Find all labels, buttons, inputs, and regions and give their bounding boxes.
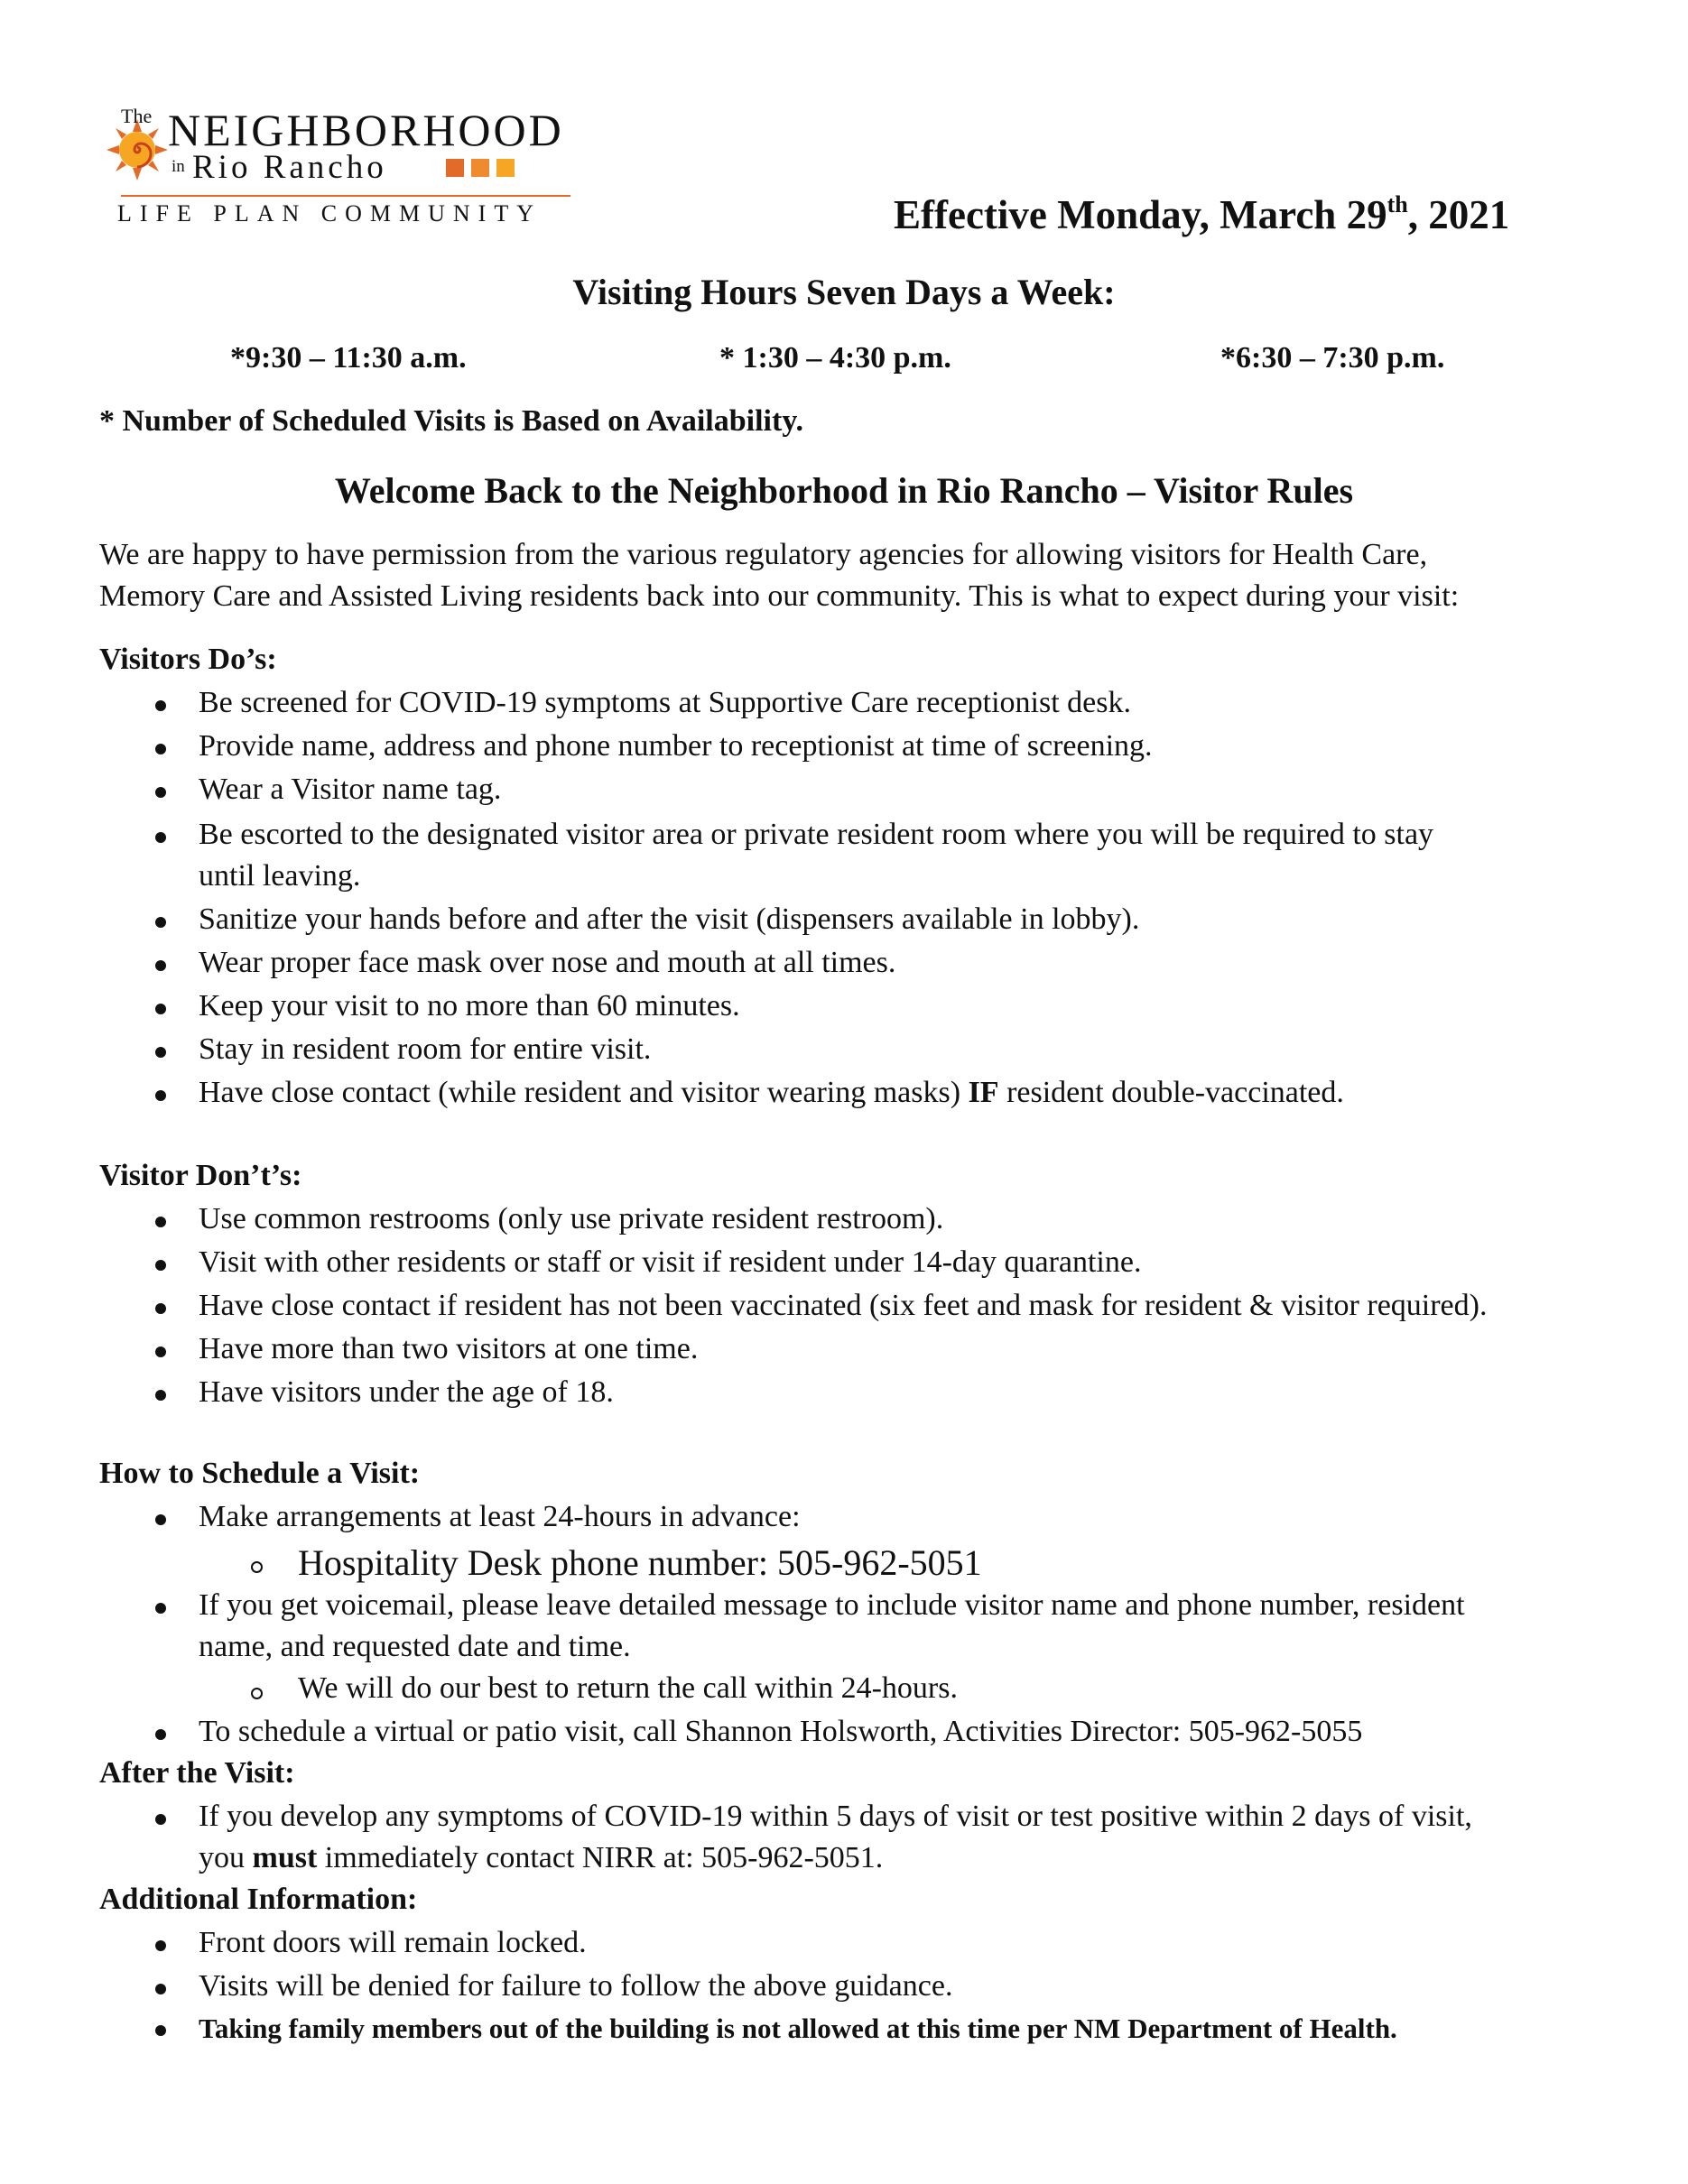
donts-item: Have more than two visitors at one time. xyxy=(199,1332,699,1365)
bullet-icon xyxy=(155,1940,166,1951)
dos-item: Keep your visit to no more than 60 minutes. xyxy=(199,989,740,1023)
additional-item: Visits will be denied for failure to follow the above guidance. xyxy=(199,1969,953,2003)
bullet-icon xyxy=(155,1047,166,1058)
circle-bullet-icon xyxy=(251,1688,263,1699)
logo-name: NEIGHBORHOOD xyxy=(168,105,564,155)
welcome-title: Welcome Back to the Neighborhood in Rio Rancho – Visitor Rules xyxy=(334,470,1354,511)
schedule-subitem: We will do our best to return the call within 24-hours. xyxy=(298,1671,958,1705)
bullet-icon xyxy=(155,1729,166,1740)
sun-logo-icon xyxy=(107,119,168,180)
bullet-icon xyxy=(155,1984,166,1994)
dos-item: Be screened for COVID-19 symptoms at Supportive Care receptionist desk. xyxy=(199,686,1131,719)
bullet-icon xyxy=(155,1260,166,1271)
bullet-icon xyxy=(155,2025,166,2036)
availability-note: * Number of Scheduled Visits is Based on Availability. xyxy=(99,404,803,438)
bullet-icon xyxy=(155,832,166,843)
dos-item: Wear proper face mask over nose and mouth at all times. xyxy=(199,946,896,979)
bullet-icon xyxy=(155,1303,166,1314)
bullet-icon xyxy=(155,1390,166,1401)
bullet-icon xyxy=(155,1346,166,1357)
logo-place: Rio Rancho xyxy=(192,149,387,186)
additional-item: Front doors will remain locked. xyxy=(199,1926,587,1959)
additional-item-bold: Taking family members out of the building is not allowed at this time per NM Department of Health. xyxy=(199,2013,1397,2044)
donts-heading: Visitor Don’t’s: xyxy=(99,1159,302,1192)
dos-item: Wear a Visitor name tag. xyxy=(199,773,502,806)
donts-item: Visit with other residents or staff or visit if resident under 14-day quarantine. xyxy=(199,1245,1142,1279)
bullet-icon xyxy=(155,1217,166,1227)
bullet-icon xyxy=(155,1090,166,1101)
circle-bullet-icon xyxy=(251,1561,263,1573)
schedule-item: If you get voicemail, please leave detailed message to include visitor name and phone number, resident xyxy=(199,1588,1465,1622)
hours-slot-3: *6:30 – 7:30 p.m. xyxy=(1220,341,1445,375)
dos-item: Sanitize your hands before and after the visit (dispensers available in lobby). xyxy=(199,902,1140,936)
dos-item: Be escorted to the designated visitor area or private resident room where you will be required to stay xyxy=(199,818,1434,851)
schedule-item: To schedule a virtual or patio visit, call Shannon Holsworth, Activities Director: 505-962-5055 xyxy=(199,1715,1363,1748)
hours-slot-2: * 1:30 – 4:30 p.m. xyxy=(719,341,951,375)
bullet-icon xyxy=(155,787,166,798)
logo-rule xyxy=(121,195,570,197)
after-heading: After the Visit: xyxy=(99,1756,295,1790)
donts-item: Have visitors under the age of 18. xyxy=(199,1375,614,1409)
intro-line-1: We are happy to have permission from the various regulatory agencies for allowing visitors for Health Care, xyxy=(99,538,1428,571)
intro-line-2: Memory Care and Assisted Living residents back into our community. This is what to expect during your visit: xyxy=(99,579,1460,613)
bullet-icon xyxy=(155,1603,166,1614)
logo-tagline: LIFE PLAN COMMUNITY xyxy=(117,200,542,227)
bullet-icon xyxy=(155,1004,166,1014)
donts-item: Have close contact if resident has not been vaccinated (six feet and mask for resident & visitor required). xyxy=(199,1289,1488,1322)
schedule-item: Make arrangements at least 24-hours in advance: xyxy=(199,1500,801,1533)
bullet-icon xyxy=(155,744,166,754)
bullet-icon xyxy=(155,960,166,971)
schedule-item-continuation: name, and requested date and time. xyxy=(199,1630,631,1663)
bullet-icon xyxy=(155,917,166,928)
dos-item: Stay in resident room for entire visit. xyxy=(199,1032,652,1066)
schedule-heading: How to Schedule a Visit: xyxy=(99,1457,421,1490)
logo-in: in xyxy=(172,157,185,176)
additional-heading: Additional Information: xyxy=(99,1883,418,1916)
logo-the: The xyxy=(121,105,153,127)
bullet-icon xyxy=(155,700,166,711)
dos-heading: Visitors Do’s: xyxy=(99,643,277,676)
dos-item-close-contact: Have close contact (while resident and visitor wearing masks) IF resident double-vaccinated. xyxy=(199,1076,1344,1109)
effective-date: Effective Monday, March 29th, 2021 xyxy=(894,191,1510,237)
dos-item-continuation: until leaving. xyxy=(199,859,361,893)
logo-squares xyxy=(446,159,515,177)
donts-item: Use common restrooms (only use private resident restroom). xyxy=(199,1202,944,1235)
after-item-continuation: you must immediately contact NIRR at: 505-962-5051. xyxy=(199,1841,884,1874)
logo xyxy=(107,101,585,236)
after-item: If you develop any symptoms of COVID-19 within 5 days of visit or test positive within 2 days of visit, xyxy=(199,1800,1472,1833)
hospitality-phone: Hospitality Desk phone number: 505-962-5051 xyxy=(298,1542,982,1583)
bullet-icon xyxy=(155,1514,166,1525)
visiting-hours-title: Visiting Hours Seven Days a Week: xyxy=(572,272,1116,312)
hours-slot-1: *9:30 – 11:30 a.m. xyxy=(230,341,467,375)
dos-item: Provide name, address and phone number to receptionist at time of screening. xyxy=(199,729,1153,763)
bullet-icon xyxy=(155,1814,166,1825)
